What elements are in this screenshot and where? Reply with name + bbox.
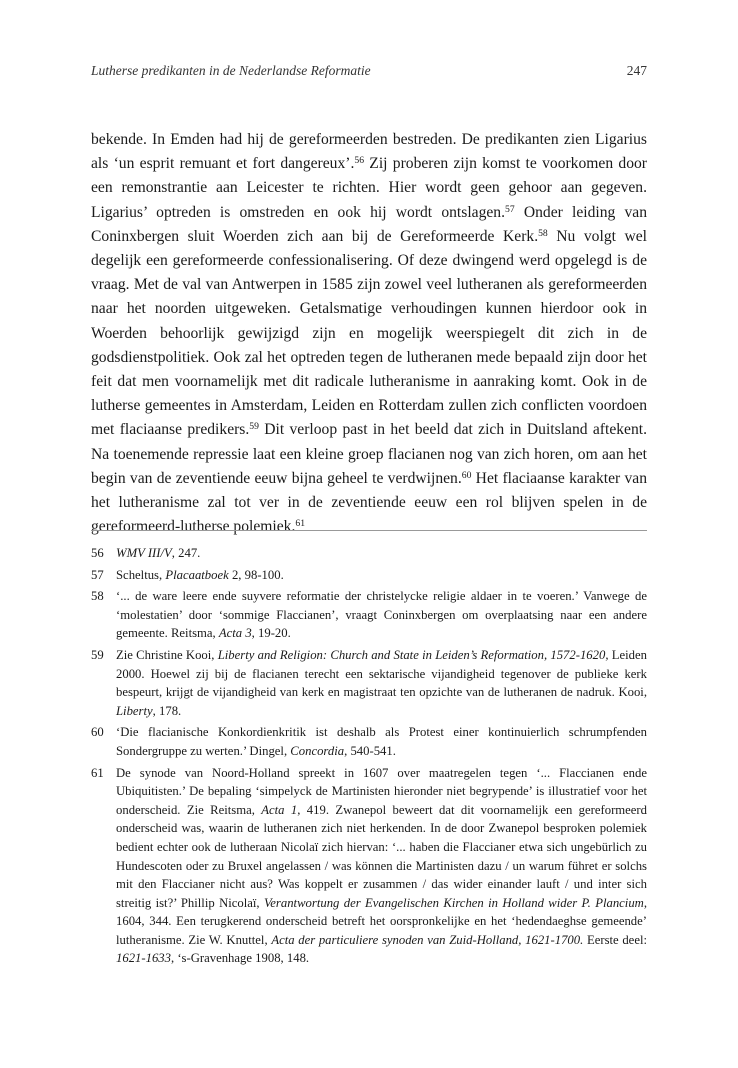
footnote-italic: Concordia xyxy=(290,743,345,758)
footnote-text: , 540-541. xyxy=(344,743,396,758)
footnote-italic: 1621-1633 xyxy=(116,951,171,966)
footnote-italic: Acta 1 xyxy=(261,802,298,817)
body-text-segment: Onder leiding van Coninxbergen sluit Woerden zich aan bij de Gereformeerde Kerk. xyxy=(91,203,647,245)
body-text-segment: Nu volgt wel degelijk een gereformeerde confessionalisering. Of deze dwingend werd opgelegd is de vraag. Met de val van Antwerpen in 1585 zijn zowel veel lutheranen als gereformeerden naar het noorden uitgeweken. Getalsmatige verhoudingen kunnen hierdoor ook in Woerden behoorlijk gewijzigd zijn en mogelijk weerspiegelt dit zich in de godsdienstpolitiek. Ook zal het optreden tegen de lutheranen mede bepaald zijn door het feit dat men voornamelijk met dit radicale lutheranisme in aanraking komt. Ook in de lutherse gemeentes in Amsterdam, Leiden en Rotterdam zullen zich conflicten voordoen met flaciaanse predikers. xyxy=(91,227,648,439)
footnote-text: , 1604, 344. Een terugkerend onderscheid betreft het oorspronkelijke en het ‘hedendaeghse gemeende’ lutheranisme. Zie W. Knuttel, xyxy=(116,895,647,947)
body-text-segment: Zij proberen zijn komst te voorkomen door een remonstrantie aan Leicester te richten. Hier wordt geen gehoor aan gegeven. Ligarius’ optreden is omstreden en ook hij wordt ontslagen. xyxy=(91,155,647,221)
footnote-56 xyxy=(91,544,647,563)
footnote-ref[interactable]: 56 xyxy=(354,155,365,167)
footnote-text: ‘Die flacianische Konkordienkritik ist deshalb als Protest einer kontinuierlich schrumpfenden Sondergruppe zu werten.’ Dingel, xyxy=(116,725,647,758)
footnote-61 xyxy=(91,764,647,969)
footnote-number: 58 xyxy=(91,589,104,604)
footnote-ref[interactable]: 57 xyxy=(505,203,515,215)
body-text-segment: bekende. In Emden had hij de gereformeerden bestreden. De predikanten zien Ligarius als ‘un esprit remuant et fort dangereux’. xyxy=(91,131,647,173)
footnote-text: Eerste deel: xyxy=(583,932,647,947)
footnote-italic: Liberty and Religion: Church and State in Leiden’s Reformation, 1572-1620, xyxy=(217,647,609,662)
footnote-text: ‘... de ware leere ende suyvere reformatie der christelycke religie aldaer in te voeren.’ Vanwege de ‘molestatien’ door ‘sommige Flaccianen’, vraagt Coninxbergen om overplaatsing naar een andere gemeente. Reitsma, xyxy=(116,589,647,641)
body-text-segment: Dit verloop past in het beeld dat zich in Duitsland aftekent. Na toenemende repressie laat een kleine groep flacianen nog van zich horen, om aan het begin van de zeventiende eeuw bijna geheel te verdwijnen. xyxy=(91,421,647,487)
footnote-57 xyxy=(91,566,647,585)
footnote-text: De synode van Noord-Holland spreekt in 1607 over maatregelen tegen ‘... Flaccianen ende Ubiquitisten.’ De bepaling ‘simpelyck de Martinisten hieronder niet begrypende’ is illustratief voor het onderscheid. Zie Reitsma, xyxy=(116,765,647,817)
footnote-60 xyxy=(91,723,647,760)
footnote-italic: Liberty xyxy=(116,703,153,718)
footnote-58 xyxy=(91,587,647,643)
footnote-number: 59 xyxy=(91,647,104,662)
footnote-text: Leiden 2000. Hoewel zij bij de flacianen terecht een sektarische vijandigheid tegenover de publieke kerk bespeurt, krijgt de vijandigheid van kerk en magistraat ten opzichte van de lutheranen de nadruk. Kooi, xyxy=(116,647,647,700)
footnote-text: 2, 98-100. xyxy=(228,567,284,582)
footnote-divider xyxy=(91,530,647,531)
footnote-italic: WMV III/V xyxy=(116,546,172,560)
footnote-italic: Acta der particuliere synoden van Zuid-Holland, 1621-1700. xyxy=(271,932,584,947)
footnote-number: 61 xyxy=(91,765,104,780)
body-paragraph xyxy=(91,128,647,539)
footnote-59 xyxy=(91,646,647,720)
footnote-number: 56 xyxy=(91,546,104,560)
running-header xyxy=(91,63,647,79)
footnote-text: , 178. xyxy=(152,703,182,718)
page-number: 247 xyxy=(626,63,647,78)
footnote-text: Scheltus, xyxy=(116,567,166,582)
footnote-number: 57 xyxy=(91,567,104,582)
footnote-ref[interactable]: 58 xyxy=(538,227,548,239)
footnote-italic: Verantwortung der Evangelischen Kirchen in Holland wider P. Plancium xyxy=(263,895,644,910)
footnote-italic: Acta 3 xyxy=(218,626,252,641)
footnote-text: , 19-20. xyxy=(251,626,291,641)
footnote-ref[interactable]: 60 xyxy=(461,470,472,482)
footnote-text: , 247. xyxy=(171,546,201,560)
footnote-text: , 419. Zwanepol beweert dat dit voornamelijk een gereformeerd onderscheid was, waarin de lutheranen zich niet herkenden. In de door Zwanepol besproken polemiek bedient echter ook de lutheraan Nicolaï zich hiervan: ‘... haben die Flaccianer etwa sich ungebürlich zu Hundescoten oder zu Bruxel angelassen / was können die Martinisten dazu / un warum führet er solchs mit den Flaccianer nicht aus? Was koppelt er zusammen / das wider einander lauft / und inter sich streitig ist?’ Phillip Nicolaï, xyxy=(116,802,647,910)
footnote-text: Zie Christine Kooi, xyxy=(116,647,218,662)
footnote-text: , ‘s-Gravenhage 1908, 148. xyxy=(170,951,310,966)
footnote-number: 60 xyxy=(91,725,104,740)
running-title: Lutherse predikanten in de Nederlandse Reformatie xyxy=(91,63,371,78)
footnote-ref[interactable]: 61 xyxy=(295,518,306,530)
footnotes-section xyxy=(91,544,647,971)
footnote-ref[interactable]: 59 xyxy=(249,421,259,433)
body-text-segment: Het flaciaanse karakter van het lutheranisme zal tot ver in de zeventiende eeuw een rol blijven spelen in de gereformeerd-lutherse polemiek. xyxy=(91,469,647,536)
footnote-italic: Placaatboek xyxy=(165,567,229,582)
